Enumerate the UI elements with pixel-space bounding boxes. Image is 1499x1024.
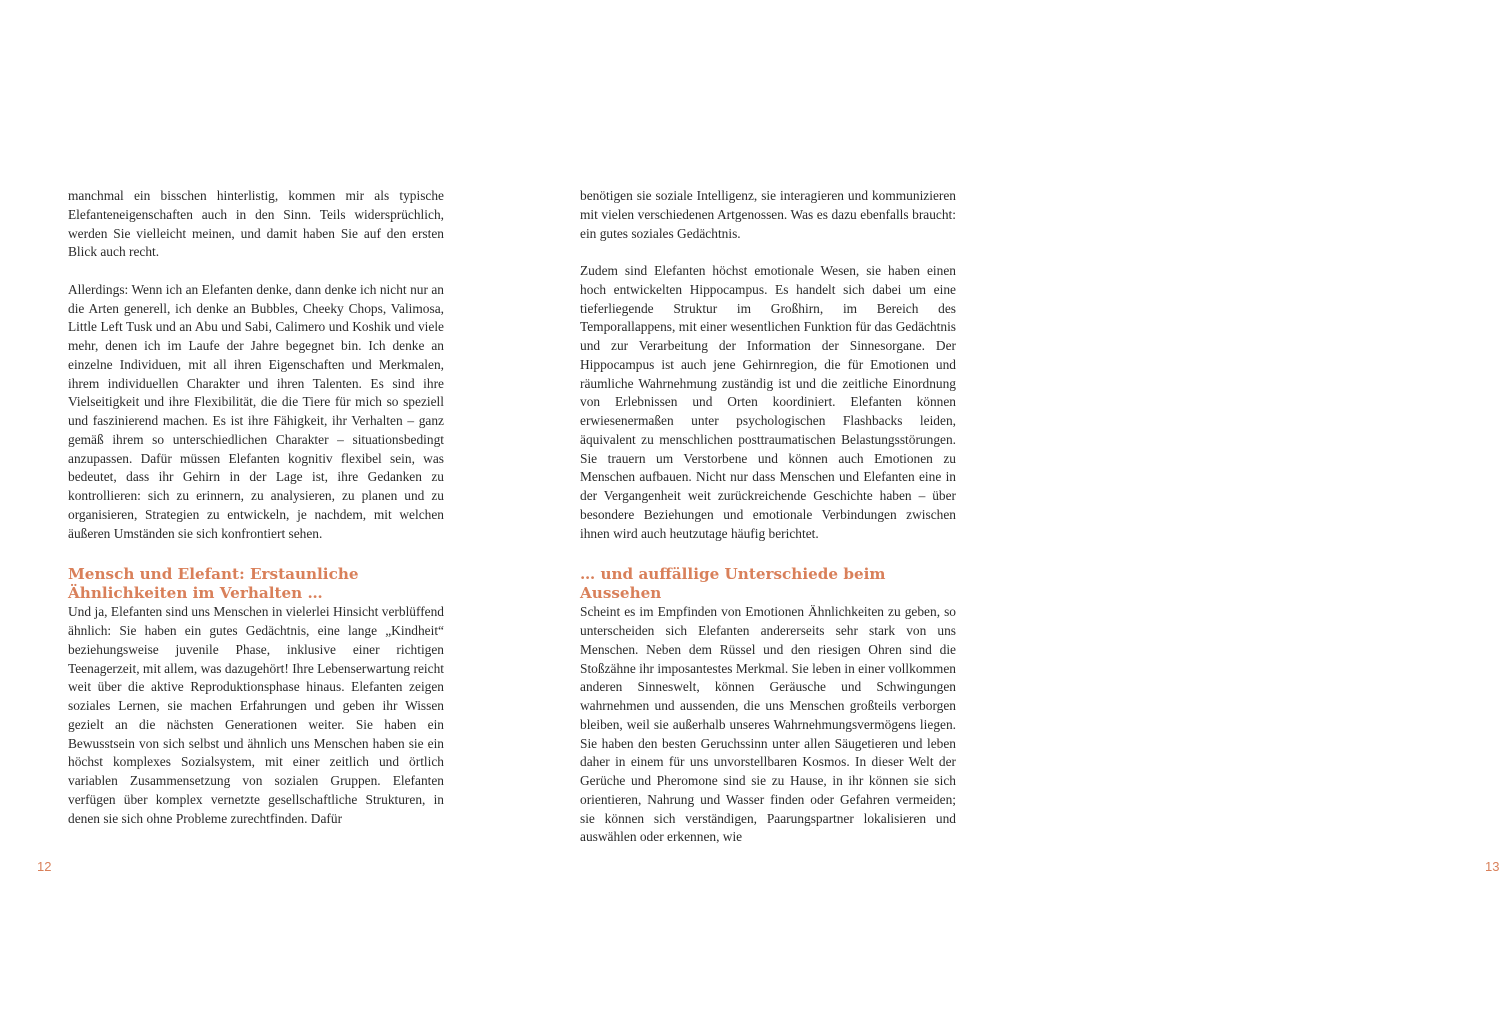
left-page xyxy=(0,0,512,1024)
left-paragraph-2: Allerdings: Wenn ich an Elefanten denke, dann denke ich nicht nur an die Arten generell, ich denke an Bubbles, Cheeky Chops, Valimosa, Little Left Tusk und an Abu und Sabi, Calimero und Koshik und viele mehr, denen ich im Laufe der Jahre begegnet bin. Ich denke an einzelne Individuen, mit all ihren Eigenschaften und Merkmalen, ihrem individuellen Charakter und ihren Talenten. Es sind ihre Vielseitigkeit und ihre Flexibilität, die die Tiere für mich so speziell und faszinierend machen. Es ist ihre Fähigkeit, ihr Verhalten – ganz gemäß ihrem so unterschiedlichen Charakter – situationsbedingt anzupassen. Dafür müssen Elefanten kognitiv flexibel sein, was bedeutet, dass ihr Gehirn in der Lage ist, ihre Gedanken zu kontrollieren: sich zu erinnern, zu analysieren, zu planen und zu organisieren, Strategien zu entwickeln, je nachdem, mit welchen äußeren Umständen sie sich konfrontiert sehen. xyxy=(68,281,444,541)
right-page xyxy=(512,0,1499,1024)
page-number-right: 13 xyxy=(1485,859,1499,874)
right-paragraph-3: Scheint es im Empfinden von Emotionen Ähnlichkeiten zu geben, so unterscheiden sich Elefanten andererseits sehr stark von uns Menschen. Neben dem Rüssel und den riesigen Ohren sind die Stoßzähne ihr imposantestes Merkmal. Sie leben in einer vollkommen anderen Sinneswelt, können Geräusche und Schwingungen wahrnehmen und aussenden, die uns Menschen großteils verborgen bleiben, weil sie außerhalb unseres Wahrnehmungsvermögens liegen. Sie haben den besten Geruchssinn unter allen Säugetieren und leben daher in einem für uns unvorstellbaren Kosmos. In dieser Welt der Gerüche und Pheromone sind sie zu Hause, in ihr können sie sich orientieren, Nahrung und Wasser finden oder Gefahren vermeiden; sie können sich verständigen, Paarungspartner lokalisieren und auswählen oder erkennen, wie xyxy=(580,604,956,845)
page-number-left: 12 xyxy=(37,859,52,874)
left-paragraph-1: manchmal ein bisschen hinterlistig, kommen mir als typische Elefanteneigenschaften auch in den Sinn. Teils widersprüchlich, werden Sie vielleicht meinen, und damit haben Sie auf den ersten Blick auch recht. xyxy=(68,188,444,260)
right-text-column xyxy=(580,187,956,866)
left-section-heading: Mensch und Elefant: Erstaunliche Ähnlichkeiten im Verhalten … xyxy=(68,565,359,603)
right-paragraph-1: benötigen sie soziale Intelligenz, sie interagieren und kommunizieren mit vielen verschiedenen Artgenossen. Was es dazu ebenfalls braucht: ein gutes soziales Gedächtnis. xyxy=(580,188,956,241)
left-text-column xyxy=(68,187,444,847)
right-paragraph-2: Zudem sind Elefanten höchst emotionale Wesen, sie haben einen hoch entwickelten Hippocampus. Es handelt sich dabei um eine tieferliegende Struktur im Großhirn, im Bereich des Temporallappens, mit einer wesentlichen Funktion für das Gedächtnis und zur Verarbeitung der Information der Sinnesorgane. Der Hippocampus ist auch jene Gehirnregion, die für Emotionen und räumliche Wahrnehmung zuständig ist und die zeitliche Einordnung von Erlebnissen und Orten koordiniert. Elefanten können erwiesenermaßen unter psychologischen Flashbacks leiden, äquivalent zu menschlichen posttraumatischen Belastungsstörungen. Sie trauern um Verstorbene und können auch Emotionen zu Menschen aufbauen. Nicht nur dass Menschen und Elefanten eine in der Vergangenheit weit zurückreichende Geschichte haben – über besondere Beziehungen und emotionale Verbindungen zwischen ihnen wird auch heutzutage häufig berichtet. xyxy=(580,263,956,541)
right-section-heading: … und auffällige Unterschiede beim Aussehen xyxy=(580,565,886,603)
left-paragraph-3: Und ja, Elefanten sind uns Menschen in vielerlei Hinsicht verblüffend ähnlich: Sie haben ein gutes Gedächtnis, eine lange „Kindheit“ beziehungsweise juvenile Phase, inklusive einer richtigen Teenagerzeit, mit allem, was dazugehört! Ihre Lebenserwartung reicht weit über die aktive Reproduktionsphase hinaus. Elefanten zeigen soziales Lernen, sie machen Erfahrungen und geben ihr Wissen gezielt an die nächsten Generationen weiter. Sie haben ein Bewusstsein von sich selbst und ähnlich uns Menschen haben sie ein höchst komplexes Sozialsystem, mit einer zeitlich und örtlich variablen Zusammensetzung von sozialen Gruppen. Elefanten verfügen über komplex vernetzte gesellschaftliche Strukturen, in denen sie sich ohne Probleme zurechtfinden. Dafür xyxy=(68,604,444,826)
